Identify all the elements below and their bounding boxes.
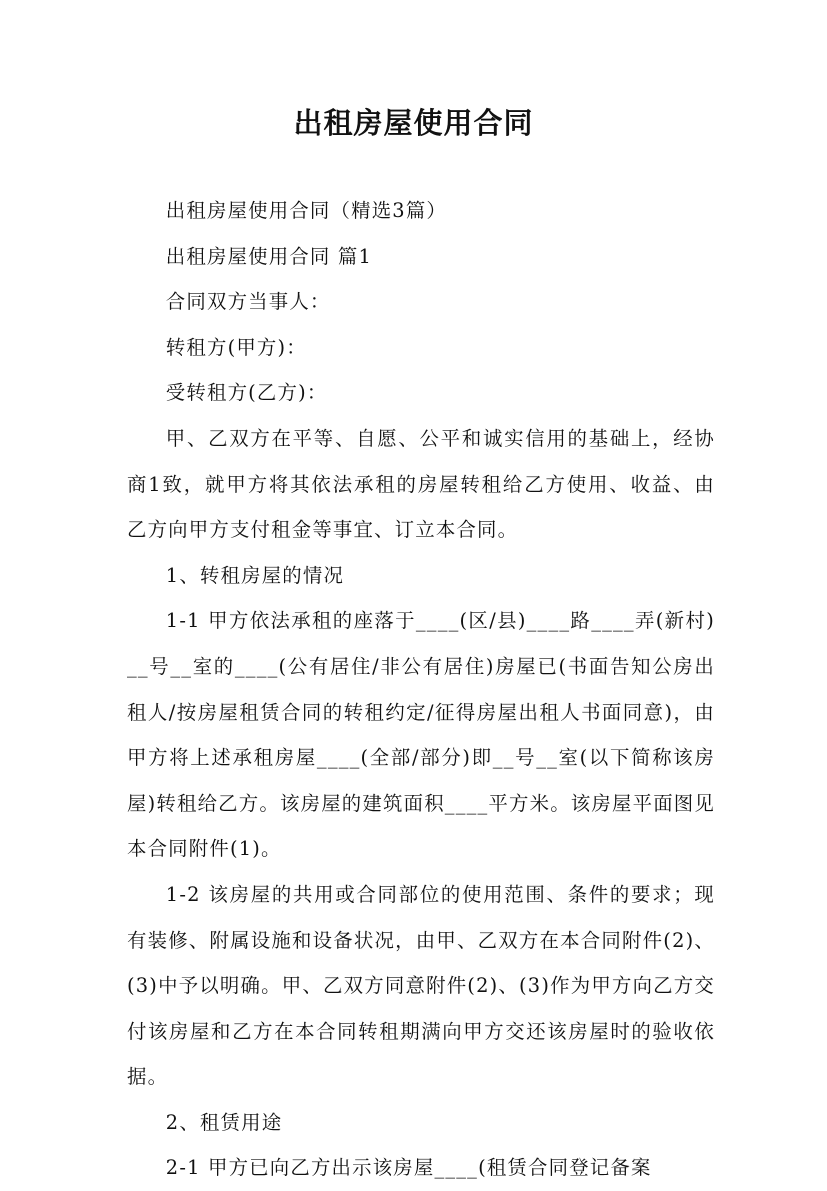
paragraph: 转租方(甲方)： [165,335,307,359]
paragraph: 甲、乙双方在平等、自愿、公平和诚实信用的基础上，经协商1致，就甲方将其依法承租的房屋转租给乙方使用、收益、由乙方向甲方支付租金等事宜、订立本合同。 [127,426,715,542]
section-heading: 1、转租房屋的情况 [165,563,345,587]
paragraph: 出租房屋使用合同（精选3篇） [165,199,448,222]
paragraph: 1-1 甲方依法承租的座落于____(区/县)____路____弄(新村)__号__室的____(公有居住/非公有居住)房屋已(书面告知公房出租人/按房屋租赁合同的转租约定/征得房屋出租人书面同意)，由甲方将上述承租房屋____(全部/部分)即__号__室(以下简称该房屋)转租给乙方。该房屋的建筑面积____平方米。该房屋平面图见本合同附件(1)。 [127,609,715,861]
paragraph: 出租房屋使用合同 篇1 [165,244,373,268]
paragraph: 合同双方当事人： [165,290,331,314]
paragraph: 受转租方(乙方)： [165,381,328,405]
document-title: 出租房屋使用合同 [293,106,534,140]
section-heading: 2、租赁用途 [165,1110,283,1134]
paragraph: 2-1 甲方已向乙方出示该房屋____(租赁合同登记备案 [165,1156,652,1180]
document-body [127,188,715,1191]
paragraph: 1-2 该房屋的共用或合同部位的使用范围、条件的要求；现有装修、附属设施和设备状况，由甲、乙双方在本合同附件(2)、(3)中予以明确。甲、乙双方同意附件(2)、(3)作为甲方向乙方交付该房屋和乙方在本合同转租期满向甲方交还该房屋时的验收依据。 [127,882,715,1089]
